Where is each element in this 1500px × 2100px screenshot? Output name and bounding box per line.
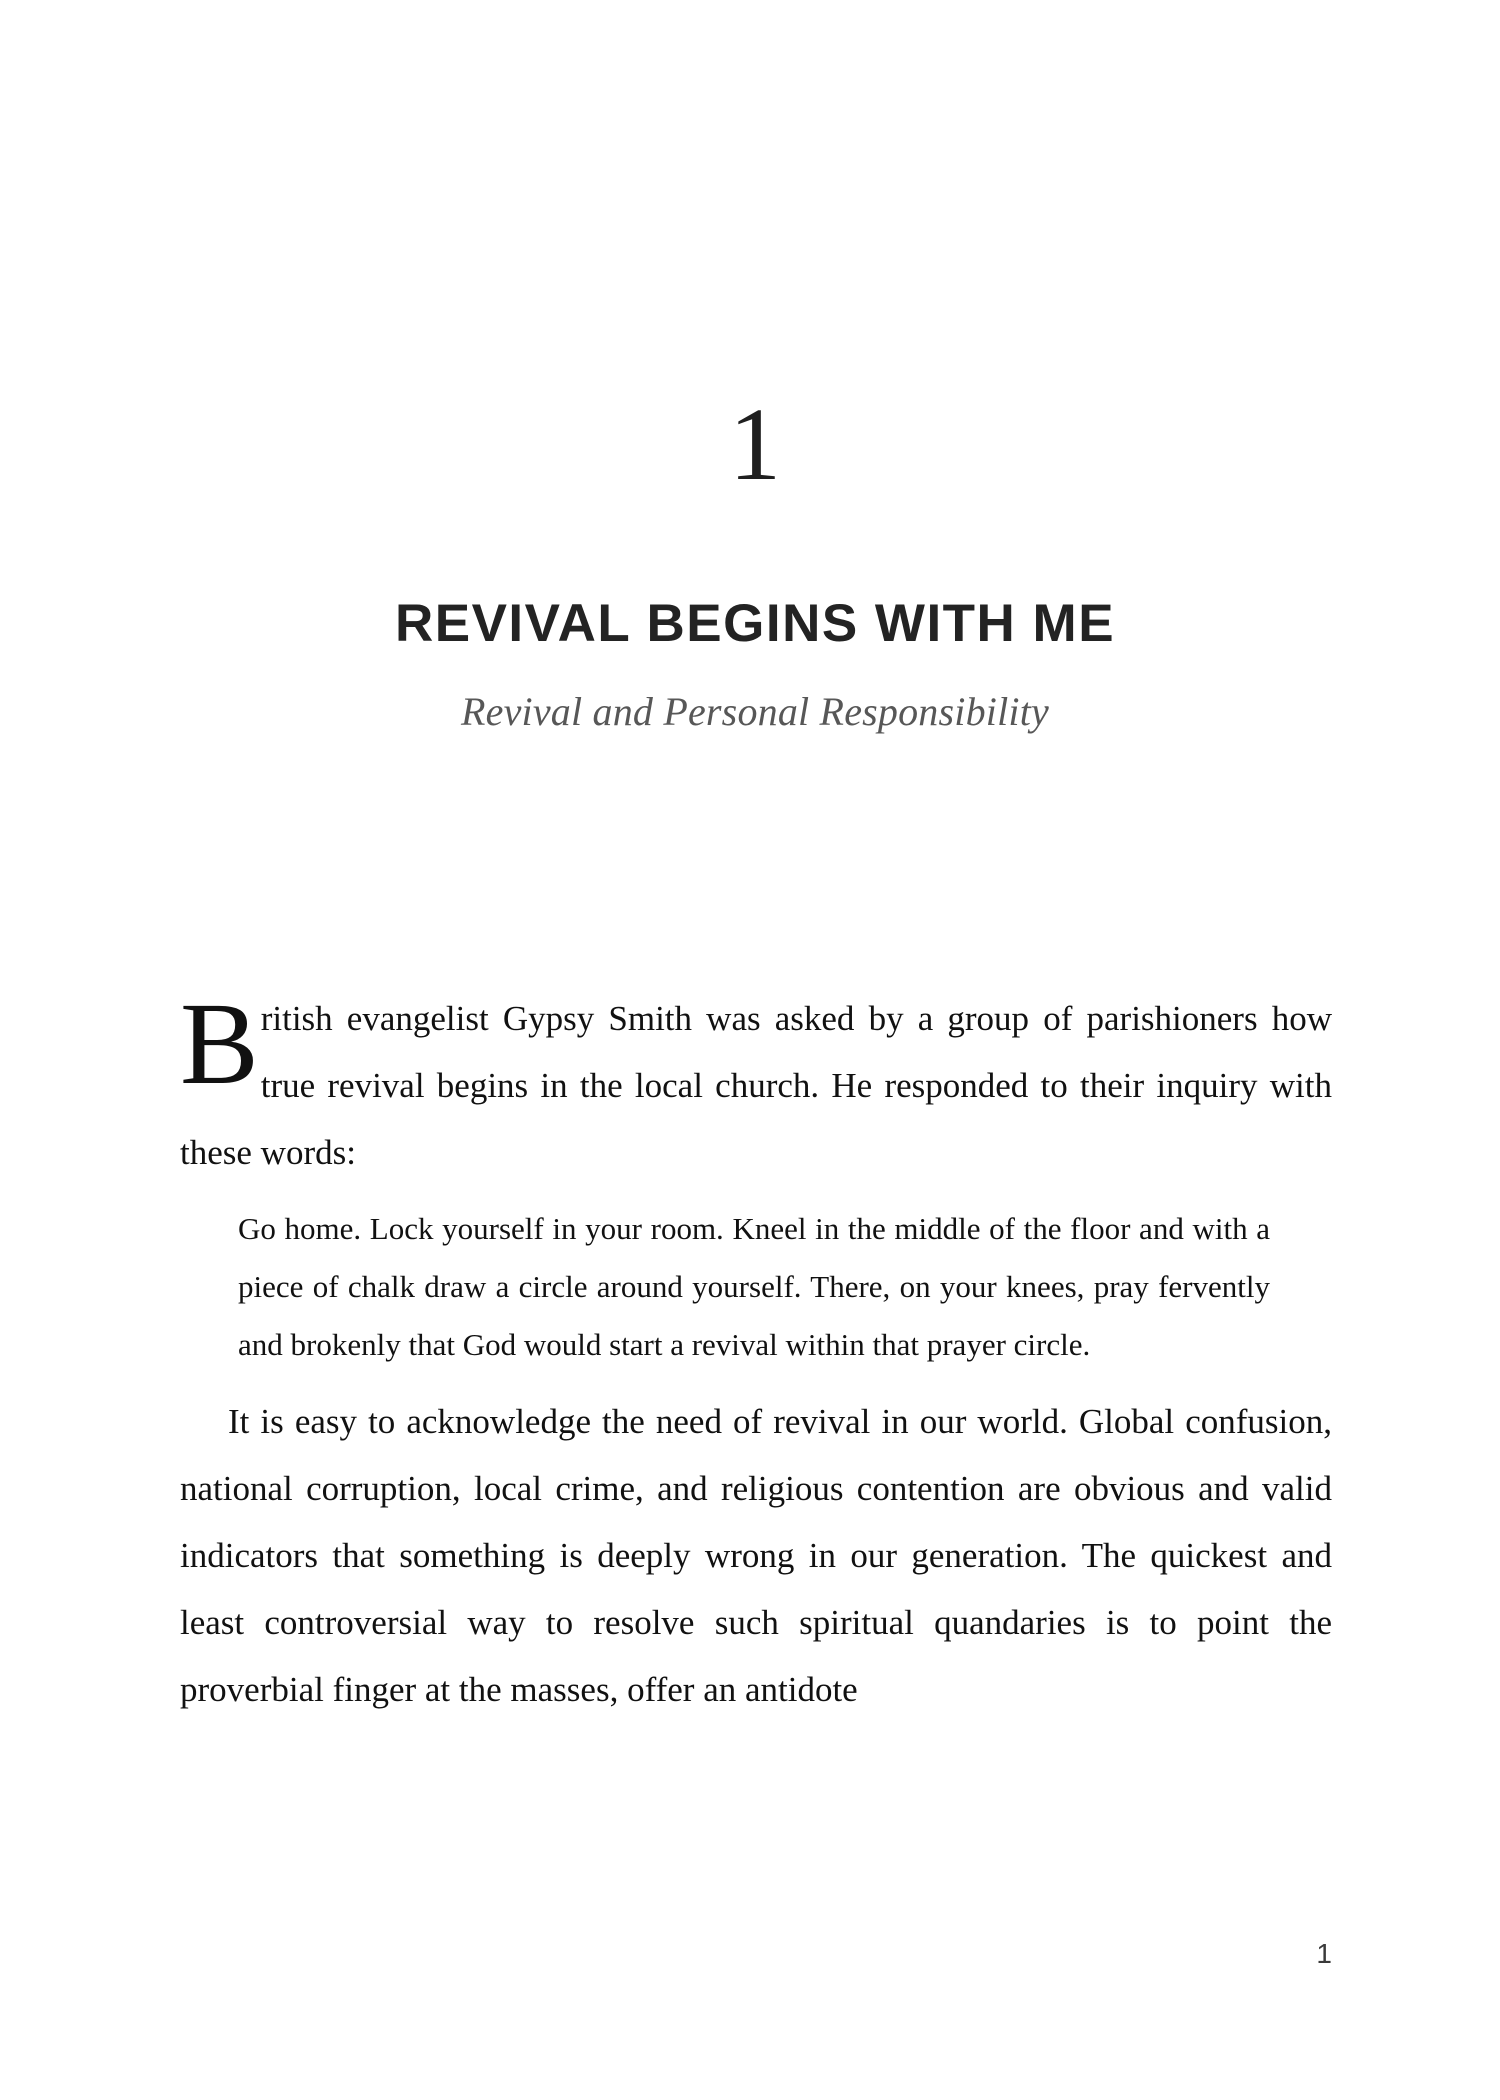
block-quote: Go home. Lock yourself in your room. Kneel in the middle of the floor and with a piece of chalk draw a circle around yourself. There, on your knees, pray fervently and brokenly that God would start a revival within that prayer circle. (238, 1211, 1270, 1362)
drop-cap: B (180, 978, 259, 1109)
page-number: 1 (1316, 1938, 1332, 1969)
chapter-opener (180, 387, 1330, 769)
opening-paragraph-text: ritish evangelist Gypsy Smith was asked by a group of parishioners how true revival begins in the local church. He responded to their inquiry with these words: (180, 999, 1332, 1172)
chapter-title: REVIVAL BEGINS WITH ME (394, 594, 1116, 654)
body-text-column (180, 978, 1332, 1723)
chapter-number: 1 (729, 387, 781, 502)
second-paragraph: It is easy to acknowledge the need of revival in our world. Global confusion, national corruption, local crime, and religious contention are obvious and valid indicators that something is deeply wrong in our generation. The quickest and least controversial way to resolve such spiritual quandaries is to point the proverbial finger at the masses, offer an antidote (180, 1402, 1332, 1709)
opening-paragraph (180, 978, 1332, 1186)
chapter-subtitle: Revival and Personal Responsibility (461, 688, 1049, 734)
